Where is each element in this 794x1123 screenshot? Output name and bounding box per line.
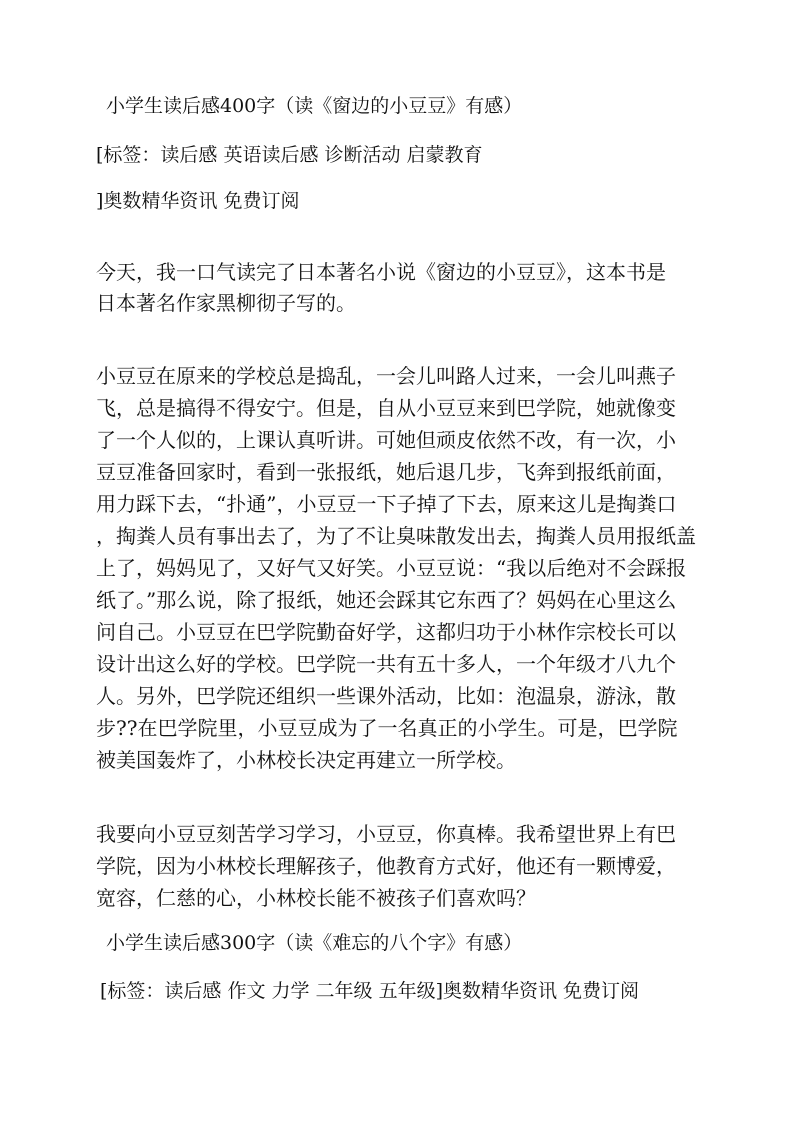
paragraph-line: 设计出这么好的学校。巴学院一共有五十多人，一个年级才八九个 [96,652,676,676]
paragraph-line: 了一个人似的，上课认真听讲。可她但顽皮依然不改，有一次，小 [96,428,676,452]
paragraph-line: 我要向小豆豆刻苦学习学习，小豆豆，你真棒。我希望世界上有巴 [96,822,676,846]
paragraph-line: 用力踩下去，“扑通”，小豆豆一下子掉了下去，原来这儿是掏粪口 [96,492,677,516]
article-title: 小学生读后感400字（读《窗边的小豆豆》有感） [106,95,523,117]
paragraph-line: 上了，妈妈见了，又好气又好笑。小豆豆说：“我以后绝对不会踩报 [96,556,687,580]
paragraph-line: 飞，总是搞得不得安宁。但是，自从小豆豆来到巴学院，她就像变 [96,396,676,420]
tag-line: [标签：读后感 英语读后感 诊断活动 启蒙教育 [96,144,483,166]
paragraph-line: 小豆豆在原来的学校总是捣乱，一会儿叫路人过来，一会儿叫燕子 [96,364,676,388]
paragraph-line: 被美国轰炸了，小林校长决定再建立一所学校。 [96,748,516,772]
paragraph-line: 宽容，仁慈的心，小林校长能不被孩子们喜欢吗？ [96,886,536,910]
paragraph-line: 豆豆准备回家时，看到一张报纸，她后退几步，飞奔到报纸前面， [96,460,676,484]
tag-line: ]奥数精华资讯 免费订阅 [96,190,300,212]
paragraph-line: 问自己。小豆豆在巴学院勤奋好学，这都归功于小林作宗校长可以 [96,620,676,644]
paragraph-line: 今天，我一口气读完了日本著名小说《窗边的小豆豆》，这本书是 [96,260,666,284]
paragraph-line: ，掏粪人员有事出去了，为了不让臭味散发出去，掏粪人员用报纸盖 [96,524,696,548]
tag-line: [标签：读后感 作文 力学 二年级 五年级]奥数精华资讯 免费订阅 [100,980,640,1002]
paragraph-line: 日本著名作家黑柳彻子写的。 [96,291,356,315]
paragraph-line: 步??在巴学院里，小豆豆成为了一名真正的小学生。可是，巴学院 [96,716,678,740]
paragraph-line: 纸了。”那么说，除了报纸，她还会踩其它东西了？妈妈在心里这么 [96,588,677,612]
article-title: 小学生读后感300字（读《难忘的八个字》有感） [106,932,523,954]
paragraph-line: 人。另外，巴学院还组织一些课外活动，比如：泡温泉，游泳，散 [96,684,676,708]
paragraph-line: 学院，因为小林校长理解孩子，他教育方式好，他还有一颗博爱， [96,854,676,878]
